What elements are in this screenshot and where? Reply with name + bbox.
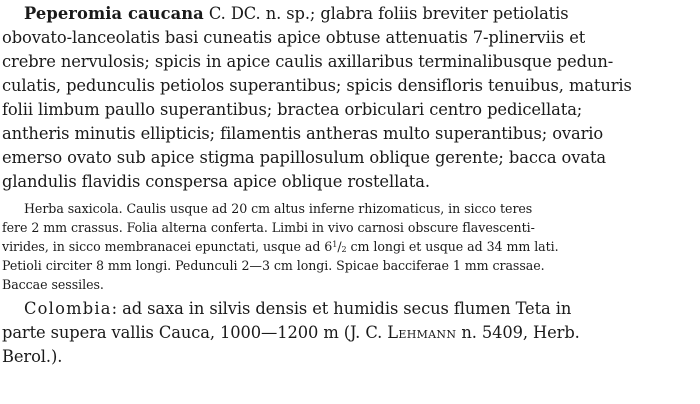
- country-name: Colombia: [24, 299, 112, 318]
- diagnosis-line-5: folii limbum paullo superantibus; bractea orbiculari centro pedicellata;: [2, 100, 583, 119]
- diagnosis-line-2: obovato-lanceolatis basi cuneatis apice obtuse attenuatis 7-plinerviis et: [2, 28, 586, 47]
- notes-line-5: Baccae sessiles.: [2, 277, 104, 292]
- diagnosis-line-6: antheris minutis ellipticis; filamentis antheras multo superantibus; ovario: [2, 124, 604, 143]
- locality-line-2: [2, 321, 580, 345]
- notes-line-3: [2, 237, 559, 256]
- locality-line-1: [24, 297, 571, 321]
- locality-line-3: Berol.).: [2, 347, 63, 366]
- notes-line-3-after: cm longi et usque ad 34 mm lati.: [346, 239, 559, 254]
- diagnosis-line-4: culatis, pedunculis petiolos superantibus; spicis densifloris tenuibus, maturis: [2, 76, 632, 95]
- locality-line-1-rest: : ad saxa in silvis densis et humidis secus flumen Teta in: [111, 299, 572, 318]
- diagnosis-line-3: crebre nervulosis; spicis in apice caulis axillaribus terminalibusque pedun-: [2, 52, 614, 71]
- fraction-denominator: 2: [341, 245, 347, 254]
- diagnosis-line-1: [24, 2, 568, 26]
- collector-name: Lehmann: [387, 323, 457, 342]
- diagnosis-line-8: glandulis flavidis conspersa apice oblique rostellata.: [2, 172, 430, 191]
- species-author: C. DC. n. sp.; glabra foliis breviter petiolatis: [203, 4, 569, 23]
- notes-line-1: Herba saxicola. Caulis usque ad 20 cm altus inferne rhizomaticus, in sicco teres: [24, 201, 533, 216]
- notes-line-2: fere 2 mm crassus. Folia alterna conferta. Limbi in vivo carnosi obscure flavescenti-: [2, 220, 535, 235]
- diagnosis-line-7: emerso ovato sub apice stigma papillosulum oblique gerente; bacca ovata: [2, 148, 606, 167]
- fraction-numerator: 1: [332, 240, 338, 249]
- locality-line-2-before: parte supera vallis Cauca, 1000—1200 m (J. C.: [2, 323, 388, 342]
- notes-line-4: Petioli circiter 8 mm longi. Pedunculi 2—3 cm longi. Spicae bacciferae 1 mm crassae.: [2, 258, 545, 273]
- fraction-slash: /: [337, 239, 342, 254]
- notes-line-3-before: virides, in sicco membranacei epunctati, usque ad 6: [2, 239, 333, 254]
- locality-line-2-after: n. 5409, Herb.: [456, 323, 580, 342]
- species-name: Peperomia caucana: [24, 4, 204, 23]
